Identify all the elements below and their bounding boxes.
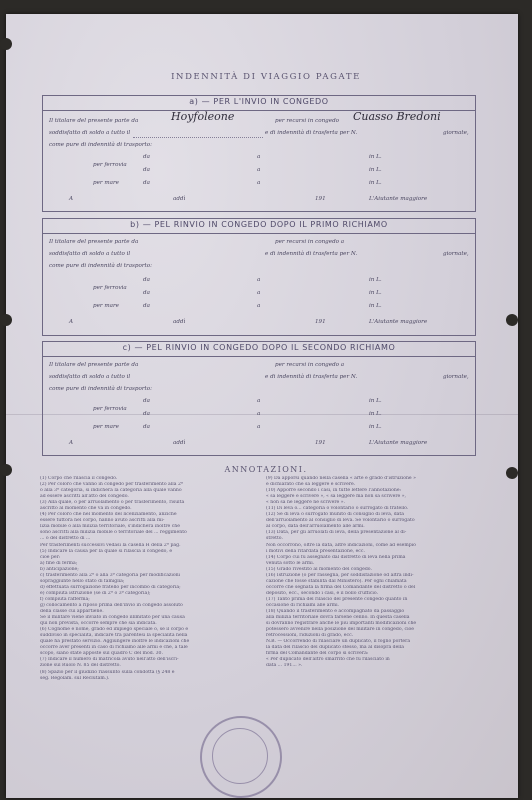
a-label: a [257, 277, 261, 283]
annotation-line: d) effettuata surrogazione fratello per incombo di categoria; [40, 584, 181, 590]
annotation-line: è dichiarato che sa leggere e scrivere. [266, 482, 356, 488]
punch-hole [506, 314, 518, 326]
annotation-line: alla milizia territoriale dovrà farsene cenno. In questa casella [266, 615, 410, 621]
da-label: da [143, 424, 150, 430]
annotation-line: (6) Cognome e nome, grado ed impiego speciale o, se il corpo è [40, 627, 189, 633]
date-label: addì [173, 319, 186, 325]
section-a-box [42, 95, 476, 212]
annotation-line: firma del Comandante del corpo si scriverà: [266, 651, 369, 657]
section-b-mare: per mare [93, 303, 119, 309]
a-label: a [257, 290, 261, 296]
annotation-line: sono ascritti alla milizia mobile o territoriale del ... reggimento [40, 530, 187, 536]
annotations-left-column [40, 476, 262, 682]
section-c-heading: c) — PEL RINVIO IN CONGEDO DOPO IL SECONDO RICHIAMO [122, 343, 396, 352]
annotation-line: N.B. — Occorrendo di rilasciare un duplicato, il foglio porterà [266, 639, 411, 645]
in-lire-label: in L. [369, 303, 382, 309]
section-a-header [43, 96, 475, 111]
annotation-line: i motivi della ritardata presentazione, ecc. [266, 548, 365, 554]
annotation-line: occasione di richiami alle armi. [266, 602, 340, 608]
section-c-line1-left: Il titolare del presente parte da [49, 362, 139, 368]
annotation-line: (13) Data, per gli arruolati di leva, della presentazione al di- [266, 530, 407, 536]
annotation-line: (17) Tanto prima del rilascio del presente congedo quanto in [266, 596, 408, 602]
official-stamp [200, 716, 282, 798]
annotation-line: dell'arruolamento al consiglio di leva. Se volontario o surrogato [266, 518, 415, 524]
annotation-line: venuta sotto le armi. [266, 560, 315, 566]
section-c-line2-end: giornate, [443, 374, 469, 380]
in-lire-label: in L. [369, 411, 382, 417]
da-label: da [143, 180, 150, 186]
date-label: addì [173, 196, 186, 202]
annotation-line: (16) Istruzione (o per rassegna, per soddisfazione od altra indi- [266, 572, 414, 578]
annotation-line: (8) Spazio per il giudizio riassunto sulla condotta (§ 248 e [40, 669, 175, 675]
section-a-ferrovia: per ferrovia [93, 162, 127, 168]
annotation-line: essere tuttora nel corpo, hanno avuto ascritti alla mi- [40, 518, 165, 524]
section-b-line2-right: e di indennità di trasferta per N. [265, 251, 358, 257]
annotation-line: data ... 191... ». [266, 663, 303, 669]
section-c-ferrovia: per ferrovia [93, 406, 127, 412]
in-lire-label: in L. [369, 424, 382, 430]
place-label: A [69, 319, 74, 325]
section-b-line2-end: giornate, [443, 251, 469, 257]
annotation-line: scopo, siano state apposte sul quadro C del mod. 30. [40, 651, 163, 657]
section-b-header [43, 219, 475, 234]
year-label: 191 [315, 196, 326, 202]
section-c-line3: come pure di indennità di trasporto: [49, 386, 153, 392]
annotation-line: ... o del distretto di ... [40, 536, 91, 542]
annotation-line: seg. Regolam. sul Reclutam.). [40, 675, 110, 681]
fill-line [133, 137, 263, 138]
in-lire-label: in L. [369, 277, 382, 283]
a-label: a [257, 303, 261, 309]
annotation-line: b) anticipazione; [40, 566, 79, 572]
in-lire-label: in L. [369, 167, 382, 173]
da-label: da [143, 411, 150, 417]
annotation-line: occorre che segnata la firma del Comandante del distretto o del [266, 584, 416, 590]
annotation-line: si dovranno registrare anche le più importanti modificazioni che [266, 621, 417, 627]
annotation-line: Se il militare viene inviato in congedo illimitato per una causa [40, 615, 185, 621]
annotation-line: a) fine di ferma; [40, 560, 78, 566]
annotation-line: (7) Indicare il numero di matricola avuto nell'atto dell'iscri- [40, 657, 179, 663]
annotation-line: « Per duplicato dell'altro smarrito che fu rilasciato in [266, 657, 390, 663]
annotation-line: (1) Corpo che rilascia il congedo. [40, 476, 118, 481]
annotation-line: (15) Grado rivestito al momento del congedo. [266, 566, 372, 572]
annotation-line: suddiviso in specialità, indicare tra parentesi la specialità nella [40, 633, 188, 639]
annotation-line: deposito, ecc., secondo i casi, e il bollo d'ufficio. [266, 590, 379, 596]
annotation-line: (10) Apporre secondo i casi, in tutte lettere l'annotazione: [266, 488, 402, 494]
handwritten-origin: Hoyfoleone [171, 110, 235, 123]
annotation-line: (12) Se di leva o surrogato munito di consiglio di leva, data [266, 512, 405, 518]
annotation-line: (11) Di leva o... categoria o volontario o surrogato di fratello. [266, 506, 409, 512]
section-c-line2-left: soddisfatto di soldo a tutto il [49, 374, 131, 380]
place-label: A [69, 440, 74, 446]
annotation-line: retrocessioni, riduzioni di grado, ecc. [266, 633, 354, 639]
date-label: addì [173, 440, 186, 446]
section-c-header [43, 342, 475, 357]
section-a-line2-end: giornate, [443, 130, 469, 136]
annotation-line: la data del rilascio del duplicato stesso, ma al disopra della [266, 645, 404, 651]
annotation-line: quale ha prestato servizio. Aggiungere inoltre le indicazioni che [40, 639, 190, 645]
a-label: a [257, 398, 261, 404]
annotation-line: (9) Da apporsi quando nella casella « arte e grado d'istruzione » [266, 476, 416, 481]
da-label: da [143, 277, 150, 283]
signature-label: L'Aiutante maggiore [369, 196, 428, 202]
section-b-ferrovia: per ferrovia [93, 285, 127, 291]
da-label: da [143, 398, 150, 404]
da-label: da [143, 167, 150, 173]
annotation-line: « non sa nè leggere nè scrivere ». [266, 500, 345, 506]
annotation-line: potessero avvenire nella posizione del militare in congedo, cioè [266, 627, 415, 633]
in-lire-label: in L. [369, 398, 382, 404]
annotation-line: occorre aver presenti in caso di richiamo alle armi e che, a tale [40, 645, 188, 651]
section-a-line1-right: per recarsi in congedo [275, 118, 340, 124]
in-lire-label: in L. [369, 154, 382, 160]
annotation-line: e) compiuta istruzione (se di 2ª o 3ª categoria); [40, 590, 151, 596]
section-a-line2-right: e di indennità di trasferta per N. [265, 130, 358, 136]
annotations-right-column [266, 476, 488, 670]
annotation-line: (2) Per coloro che vanno in congedo per trasferimento alla 2ª [40, 482, 184, 488]
annotation-line: cazione che fosse stabilita dal Ministero). Per ogni chiamata [266, 578, 407, 584]
section-c-line1-right: per recarsi in congedo a [275, 362, 345, 368]
section-b-line3: come pure di indennità di trasporto: [49, 263, 153, 269]
annotation-line: (14) Corpo cui fu assegnato dal distretto di leva nella prima [266, 554, 406, 560]
annotation-line: « sa leggere e scrivere », « sa leggere ma non sa scrivere », [266, 494, 406, 500]
section-a-mare: per mare [93, 180, 119, 186]
annotation-line: (3) Alla quale, o per arruolamento o per trasferimento, risulta [40, 500, 185, 506]
punch-hole [0, 38, 12, 50]
in-lire-label: in L. [369, 180, 382, 186]
annotation-line: Per trasferimenti successivi vedasi la casella H della 2ª pag. [40, 542, 181, 548]
annotation-line: zione sul Ruolo N. 85 del distretto. [40, 663, 121, 669]
in-lire-label: in L. [369, 290, 382, 296]
section-b-box [42, 218, 476, 336]
document-title: INDENNITÀ DI VIAGGIO PAGATE [171, 72, 361, 82]
annotation-line: (5) Indicare la causa per la quale si rilascia il congedo, e [40, 548, 173, 554]
a-label: a [257, 424, 261, 430]
section-a-heading: a) — PER L'INVIO IN CONGEDO [189, 97, 329, 106]
handwritten-destination: Cuasso Bredoni [353, 110, 441, 123]
annotation-line: f) compiuta rafferma; [40, 596, 90, 602]
annotation-line: (18) Quando il trasferimento è accompagnato da passaggio [266, 609, 405, 615]
annotation-line: al corpo, data dell'arruolamento alle armi. [266, 524, 365, 530]
da-label: da [143, 154, 150, 160]
annotation-line: c) trasferimento alla 2ª o alla 3ª categoria per modificazioni [40, 572, 181, 578]
place-label: A [69, 196, 74, 202]
section-b-line1-right: per recarsi in congedo a [275, 239, 345, 245]
signature-label: L'Aiutante maggiore [369, 440, 428, 446]
section-b-line1-left: Il titolare del presente parte da [49, 239, 139, 245]
section-a-line1-left: Il titolare del presente parte da [49, 118, 139, 124]
year-label: 191 [315, 440, 326, 446]
da-label: da [143, 303, 150, 309]
annotation-line: (4) Per coloro che nel momento del licenziamento, anziché [40, 512, 177, 518]
annotation-line: lizia mobile o alla milizia territoriale, s'indicherà inoltre che [40, 524, 180, 530]
annotations-title: ANNOTAZIONI. [224, 465, 308, 474]
annotation-line: stretto. [266, 536, 283, 542]
section-c-line2-right: e di indennità di trasferta per N. [265, 374, 358, 380]
annotation-line: qui non prevista, occorre sempre che sia indicata. [40, 621, 157, 627]
annotation-line: o alla 3ª categoria, si indicherà la categoria alla quale vanno [40, 488, 182, 494]
section-b-line2-left: soddisfatto di soldo a tutto il [49, 251, 131, 257]
a-label: a [257, 167, 261, 173]
section-c-box [42, 341, 476, 456]
punch-hole [0, 314, 12, 326]
section-b-heading: b) — PEL RINVIO IN CONGEDO DOPO IL PRIMO RICHIAMO [130, 220, 388, 229]
section-a-line3: come pure di indennità di trasporto: [49, 142, 153, 148]
a-label: a [257, 154, 261, 160]
annotation-line: cioè per: [40, 554, 61, 560]
annotation-line: ascritto al momento che va in congedo. [40, 506, 132, 512]
signature-label: L'Aiutante maggiore [369, 319, 428, 325]
annotation-line: della classe cui appartiene. [40, 609, 104, 615]
annotation-line: g) collocamento a riposo prima dell'invio in congedo assoluto [40, 602, 183, 608]
annotation-line: sopraggiunte nello stato di famiglia; [40, 578, 125, 584]
section-a-line2-left: soddisfatto di soldo a tutto il [49, 130, 131, 136]
da-label: da [143, 290, 150, 296]
annotation-line: ad essere ascritti all'atto del congedo. [40, 494, 129, 500]
section-c-mare: per mare [93, 424, 119, 430]
year-label: 191 [315, 319, 326, 325]
a-label: a [257, 411, 261, 417]
annotation-line: Non occorrono, oltre la data, altre indicazioni, come ad esempio [266, 542, 416, 548]
a-label: a [257, 180, 261, 186]
